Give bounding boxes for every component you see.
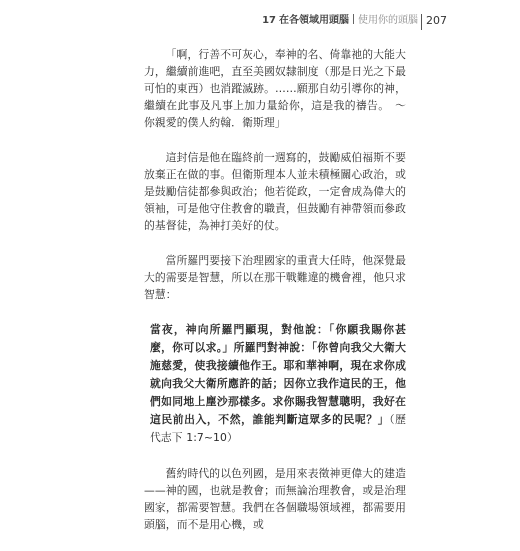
paragraph-1: 這封信是他在臨終前一週寫的，鼓勵威伯福斯不要放棄正在做的事。但衛斯理本人並未積極關心政治，或是鼓勵信徒都參與政治；他若從政，一定會成為偉大的領袖，可是他守住教會的職責，但鼓勵有神帶領而參政的基督徒，為神打美好的仗。 [144, 151, 406, 232]
paragraph-3: 舊約時代的以色列國，是用來表徵神更偉大的建造——神的國，也就是教會；而無論治理教會，或是治理國家，都需要智慧。我們在各個職場領域裡，都需要用頭腦，而不是用心機，或 [144, 467, 406, 531]
chapter-number: 17 [262, 15, 276, 26]
section-title: 使用你的頭腦 [358, 15, 418, 26]
page-header [0, 14, 520, 30]
page-number: 207 [426, 14, 447, 27]
paragraph-2: 當所羅門要接下治理國家的重責大任時，他深覺最大的需要是智慧，所以在那干戰難違的機會裡，他只求智慧： [144, 254, 406, 301]
running-header [262, 14, 418, 28]
header-rule [421, 14, 422, 30]
scripture-text: 當夜，神向所羅門顯現，對他說：「你願我賜你甚麼，你可以求。」所羅門對神說：「你曾向我父大衛大施慈愛，使我接續他作王。耶和華神啊，現在求你成就向我父大衛所應許的話；因你立我作這民的王，他們如同地上塵沙那樣多。求你賜我智慧聰明，我好在這民前出入，不然，誰能判斷這眾多的民呢？」 [150, 323, 406, 426]
letter-quote: 「啊，行善不可灰心，奉神的名、倚靠祂的大能大力，繼續前進吧，直至美國奴隸制度（那是日光之下最可怕的東西）也消蹤滅跡。……願那自幼引導你的神，繼續在此事及凡事上加力量給你，這是我的禱告。 ～你親愛的僕人約翰．衛斯理」 [144, 48, 406, 129]
scripture-block [150, 321, 406, 447]
header-separator [353, 14, 354, 24]
scripture-reference: （歷代志下 1:7~10） [150, 413, 406, 444]
chapter-title: 在各領域用頭腦 [279, 15, 349, 26]
page-body [144, 46, 406, 551]
